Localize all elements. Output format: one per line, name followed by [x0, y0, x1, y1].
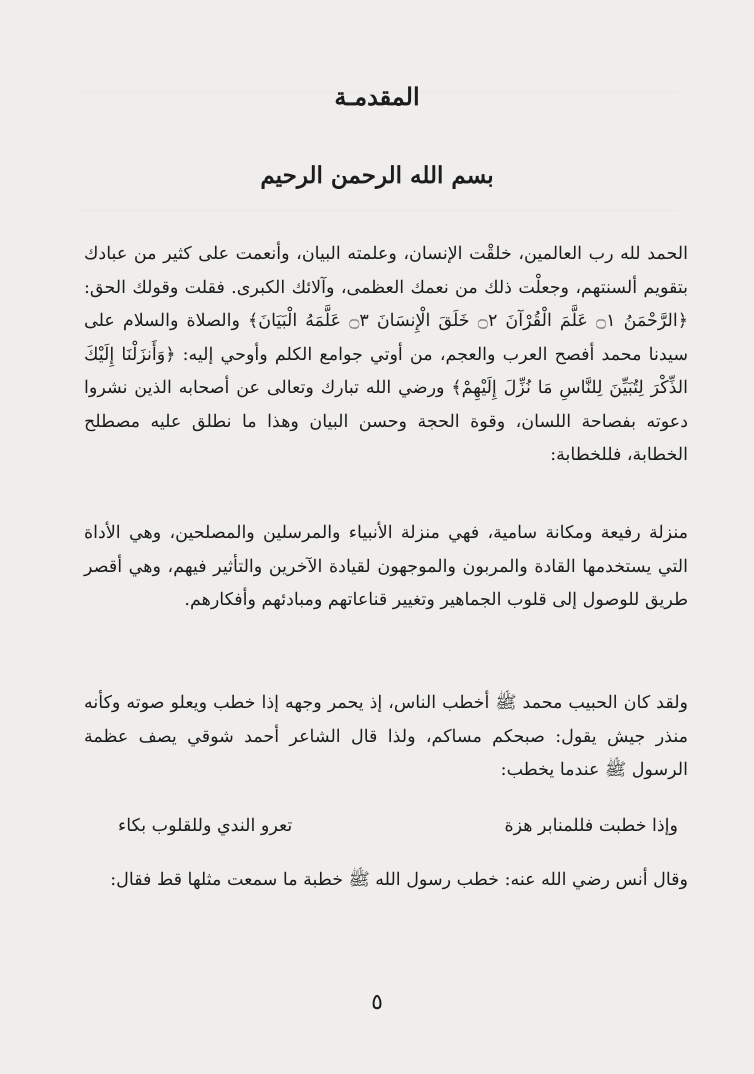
prophet-oratory-paragraph [84, 687, 688, 788]
oratory-status-paragraph [84, 517, 688, 618]
paragraph-text: منزلة رفيعة ومكانة سامية، فهي منزلة الأنبياء والمرسلين والمصلحين، وهي الأداة التي يستخدمها القادة والمربون والموجهون لقيادة الآخرين والتأثير فيهم، وهي أقصر طريق للوصول إلى قلوب الجماهير وتغيير قناعاتهم ومبادئهم وأفكارهم. [84, 523, 688, 610]
basmala-heading: بسم الله الرحمن الرحيم [260, 162, 494, 189]
paragraph-text: ولقد كان الحبيب محمد ﷺ أخطب الناس، إذ يحمر وجهه إذا خطب ويعلو صوته وكأنه منذر جيش يقول: صبحكم مساكم، ولذا قال الشاعر أحمد شوقي يصف عظمة الرسول ﷺ عندما يخطب: [84, 693, 688, 780]
chapter-title: المقدمـة [334, 82, 420, 111]
poem-verse [118, 808, 678, 844]
page-number: ٥ [371, 990, 383, 1015]
paragraph-text: الحمد لله رب العالمين، خلقْت الإنسان، وعلمته البيان، وأنعمت على كثير من عبادك بتقويم ألسنتهم، وجعلْت ذلك من نعمك العظمى، وآلائك الكبرى. فقلت وقولك الحق: ﴿الرَّحْمَنُ ۝١ عَلَّمَ الْقُرْآنَ ۝٢ خَلَقَ الْإِنسَانَ ۝٣ عَلَّمَهُ الْبَيَانَ﴾ والصلاة والسلام على سيدنا محمد أفصح العرب والعجم، من أوتي جوامع الكلم وأوحي إليه: ﴿وَأَنزَلْنَا إِلَيْكَ الذِّكْرَ لِتُبَيِّنَ لِلنَّاسِ مَا نُزِّلَ إِلَيْهِمْ﴾ ورضي الله تبارك وتعالى عن أصحابه الذين نشروا دعوته بفصاحة اللسان، وقوة الحجة وحسن البيان وهذا ما نطلق عليه مصطلح الخطابة، فللخطابة: [84, 244, 688, 465]
intro-paragraph [84, 238, 688, 473]
bleed-through-line [78, 210, 678, 211]
poem-first-hemistich: وإذا خطبت فللمنابر هزة [504, 816, 678, 836]
anas-narration-paragraph [84, 864, 688, 898]
paragraph-text: وقال أنس رضي الله عنه: خطب رسول الله ﷺ خطبة ما سمعت مثلها قط فقال: [110, 870, 688, 890]
poem-second-hemistich: تعرو الندي وللقلوب بكاء [118, 816, 293, 836]
